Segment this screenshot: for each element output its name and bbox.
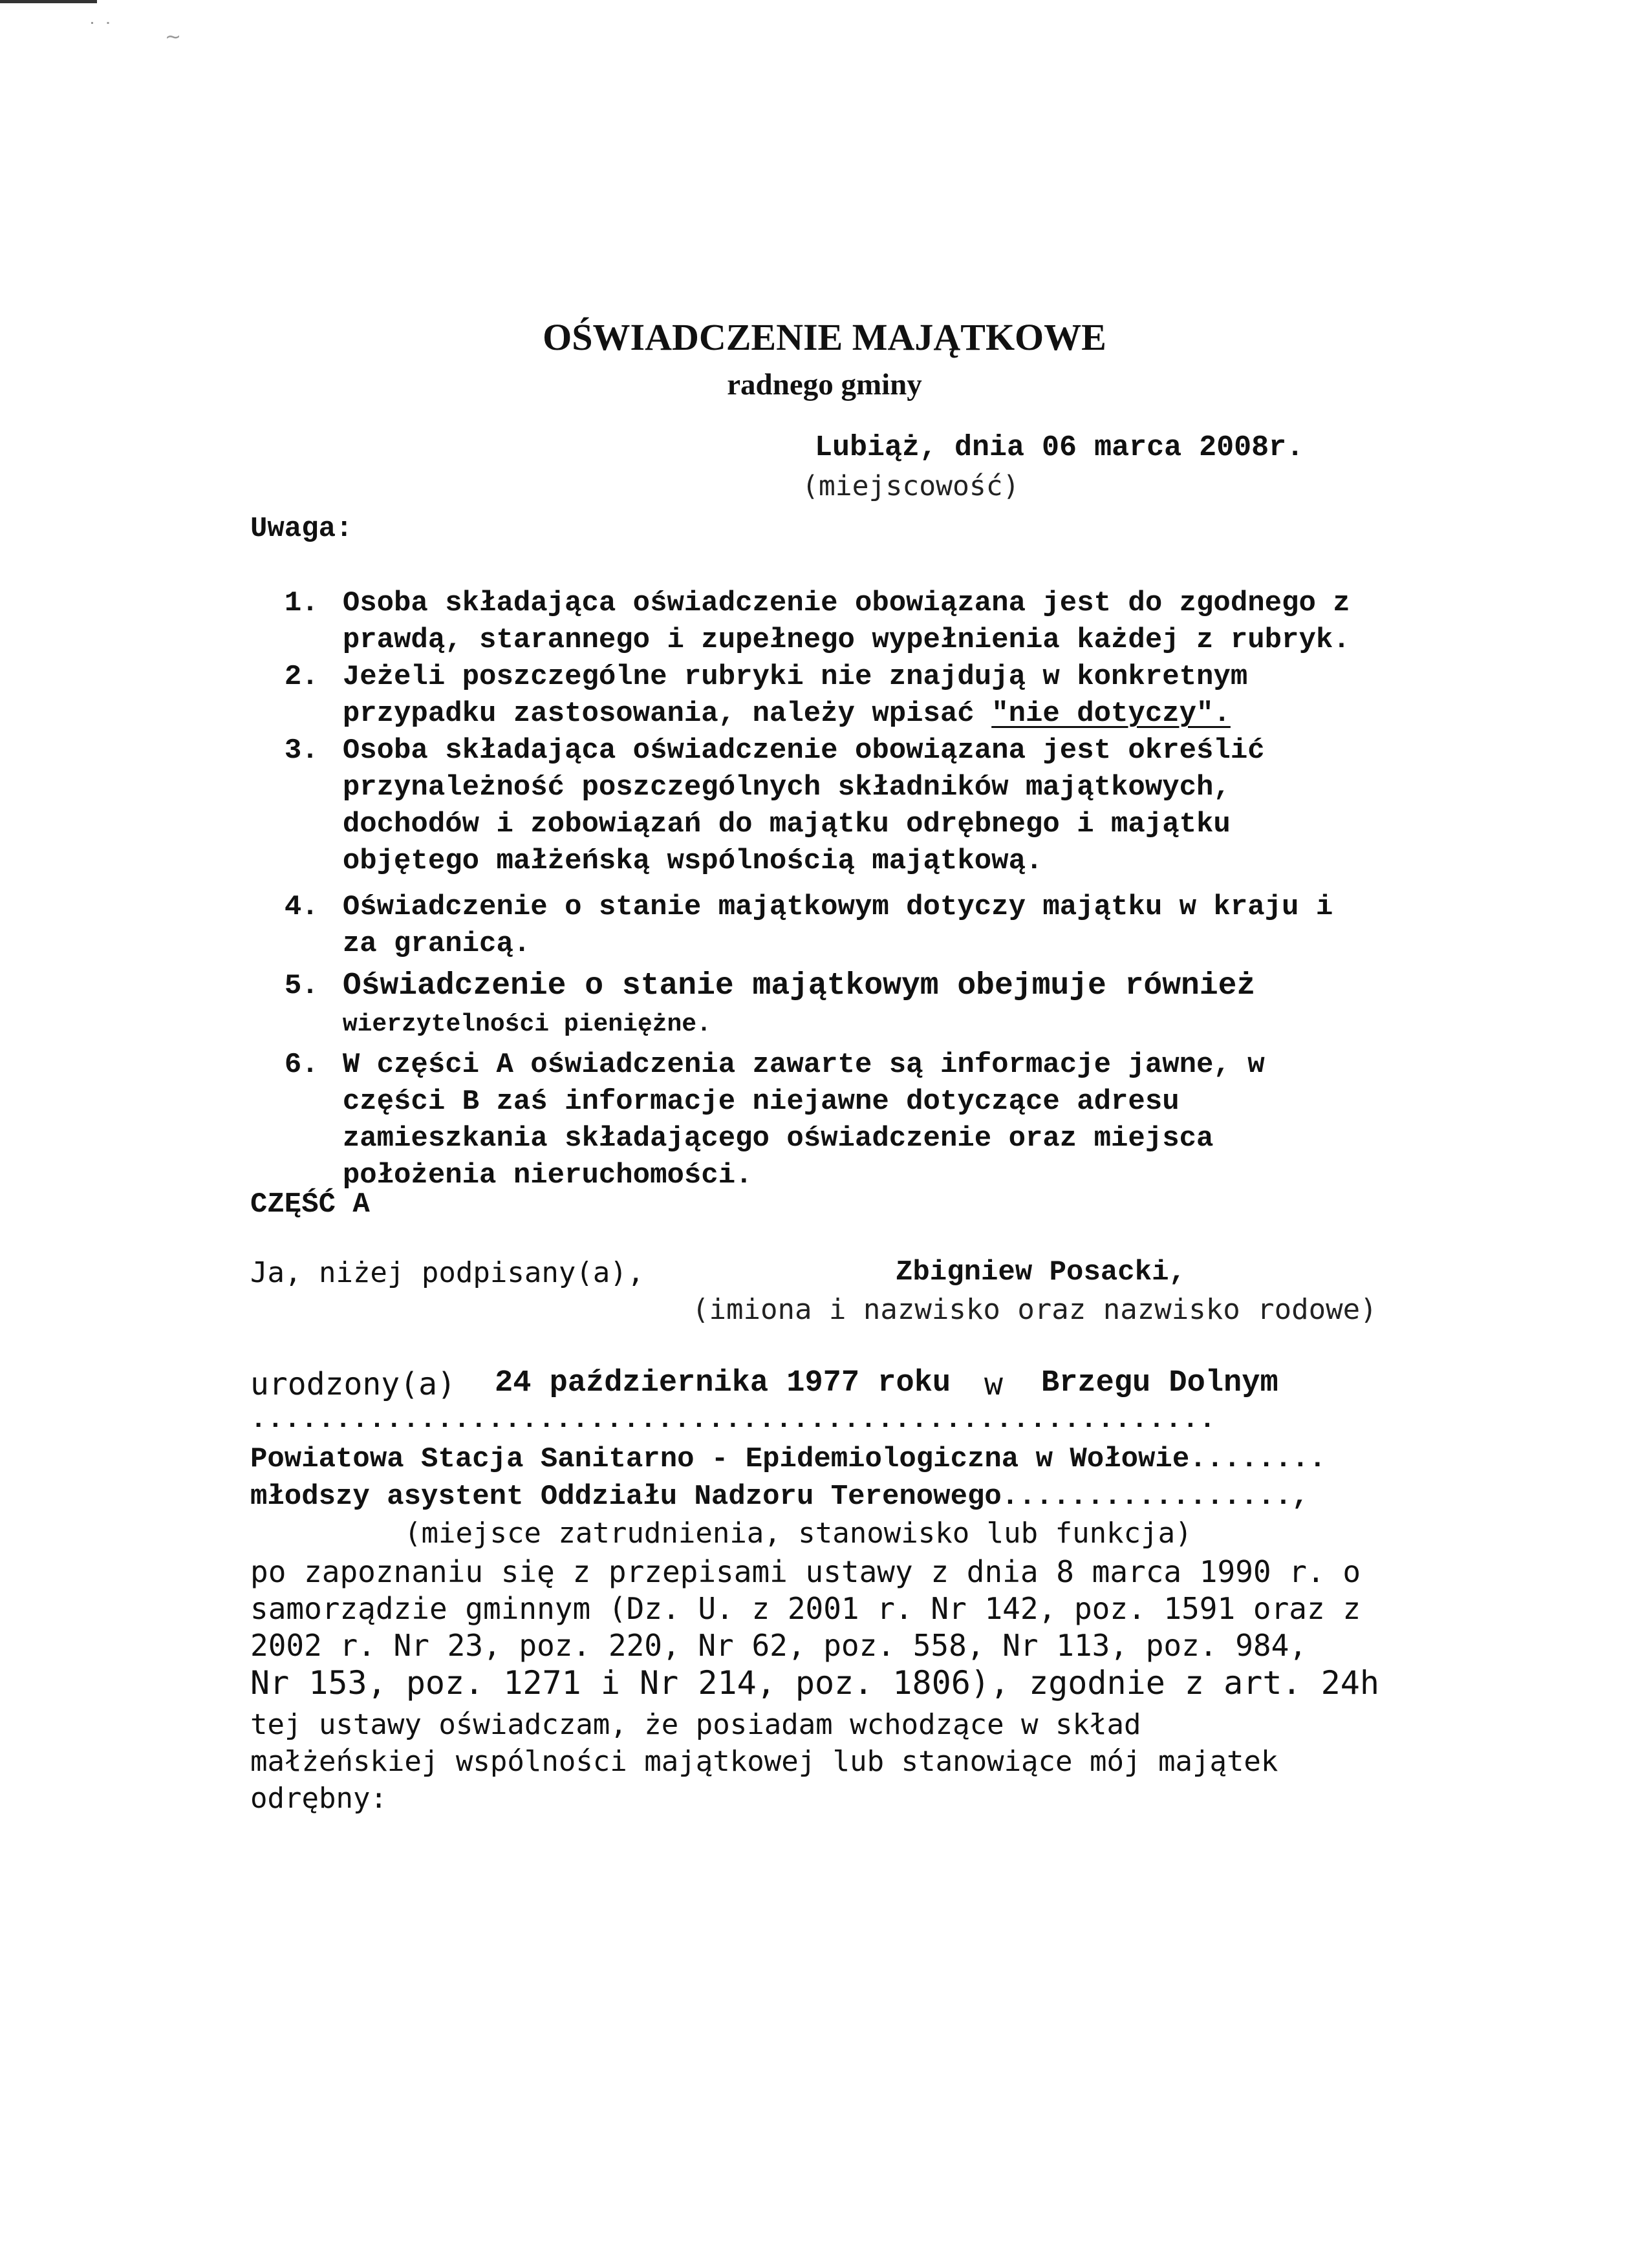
note-line: dochodów i zobowiązań do majątku odrębnego i majątku [342,808,1231,840]
note-emphasis: "nie dotyczy". [991,698,1231,730]
note-line: wierzytelności pieniężne. [342,1011,711,1038]
note-number: 5. [284,970,319,1002]
employment-caption: (miejsce zatrudnienia, stanowisko lub funkcja) [404,1517,1192,1550]
note-line: Jeżeli poszczególne rubryki nie znajdują w konkretnym [342,661,1248,693]
note-line: za granicą. [342,928,531,960]
note-line: części B zaś informacje niejawne dotyczące adresu [342,1086,1180,1118]
note-6 [250,1010,1265,1194]
note-line: Oświadczenie o stanie majątkowym obejmuje również [342,968,1256,1003]
declaration-line: po zapoznaniu się z przepisami ustawy z dnia 8 marca 1990 r. o [250,1554,1361,1589]
declaration-line: 2002 r. Nr 23, poz. 220, Nr 62, poz. 558, Nr 113, poz. 984, [250,1628,1307,1663]
document-title: OŚWIADCZENIE MAJĄTKOWE [543,316,1106,358]
declaration-line: małżeńskiej wspólności majątkowej lub stanowiące mój majątek [250,1745,1278,1778]
note-line: objętego małżeńską wspólnością majątkową. [342,845,1043,877]
note-line: prawdą, starannego i zupełnego wypełnienia każdej z rubryk. [342,624,1350,656]
note-line: przypadku zastosowania, należy wpisać [342,698,992,730]
note-number: 2. [284,661,319,693]
place-date: Lubiąż, dnia 06 marca 2008r. [815,431,1304,464]
note-number: 4. [284,891,319,923]
note-line: przynależność poszczególnych składników majątkowych, [342,771,1231,804]
scan-speck: ˙ ˙ [87,19,113,42]
signed-caption: (imiona i nazwisko oraz nazwisko rodowe) [692,1293,1377,1326]
scan-speck: ~ [165,26,182,48]
declaration-line: tej ustawy oświadczam, że posiadam wchodzące w skład [250,1708,1141,1741]
note-number: 1. [284,587,319,619]
note-line: Oświadczenie o stanie majątkowym dotyczy majątku w kraju i [342,891,1333,923]
signed-name: Zbigniew Posacki, [896,1256,1186,1289]
employer-line: Powiatowa Stacja Sanitarno - Epidemiologiczna w Wołowie........ [250,1443,1326,1475]
place-caption: (miejscowość) [802,470,1020,502]
dotted-line: ......................................................... [250,1404,1216,1435]
note-line: zamieszkania składającego oświadczenie oraz miejsca [342,1122,1214,1155]
born-place: Brzegu Dolnym [1041,1366,1278,1400]
scan-edge-mark [0,0,97,3]
signed-label: Ja, niżej podpisany(a), [250,1256,645,1289]
declaration-line: samorządzie gminnym (Dz. U. z 2001 r. Nr 142, poz. 1591 oraz z [250,1591,1361,1626]
born-date: 24 października 1977 roku [495,1366,951,1400]
note-line: W części A oświadczenia zawarte są informacje jawne, w [342,1049,1265,1081]
section-a-heading: CZĘŚĆ A [250,1188,370,1221]
note-number: 3. [284,734,319,767]
note-line: Osoba składająca oświadczenie obowiązana jest do zgodnego z [342,587,1350,619]
note-number: 6. [284,1049,319,1081]
position-line: młodszy asystent Oddziału Nadzoru Terenowego................., [250,1481,1310,1513]
declaration-line: odrębny: [250,1782,387,1815]
born-label: urodzony(a) [250,1366,456,1402]
note-line: Osoba składająca oświadczenie obowiązana jest określić [342,734,1265,767]
note-line: położenia nieruchomości. [342,1159,753,1192]
born-in-label: w [984,1366,1003,1402]
notes-heading: Uwaga: [250,513,353,545]
declaration-line: Nr 153, poz. 1271 i Nr 214, poz. 1806), zgodnie z art. 24h [250,1664,1379,1702]
document-subtitle: radnego gminy [727,368,922,401]
